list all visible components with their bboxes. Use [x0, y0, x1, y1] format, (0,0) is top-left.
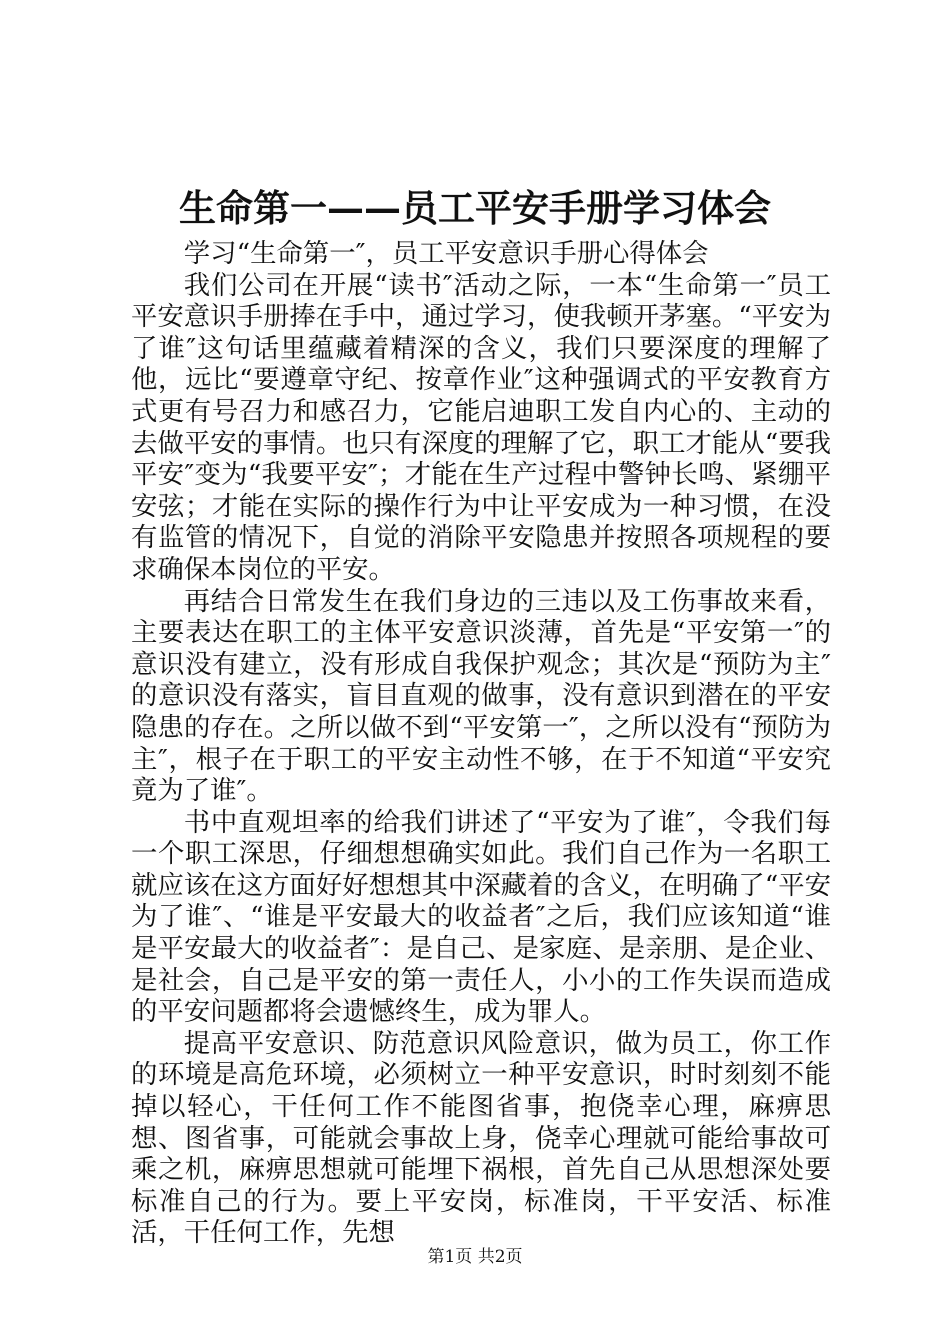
- document-title: 生命第一——员工平安手册学习体会: [179, 186, 771, 230]
- page-number-footer: 第1页 共2页: [427, 1247, 523, 1267]
- document-body: [131, 238, 831, 1249]
- paragraph: 书中直观坦率的给我们讲述了“平安为了谁″，令我们每一个职工深思，仔细想想确实如此。我们自己作为一名职工就应该在这方面好好想想其中深藏着的含义，在明确了“平安为了谁″、“谁是平安最大的收益者″之后，我们应该知道“谁是平安最大的收益者″：是自己、是家庭、是亲朋、是企业、是社会，自己是平安的第一责任人，小小的工作失误而造成的平安问题都将会遗憾终生，成为罪人。: [131, 806, 831, 1028]
- paragraph: 我们公司在开展“读书″活动之际，一本“生命第一″员工平安意识手册捧在手中，通过学习，使我顿开茅塞。“平安为了谁″这句话里蕴藏着精深的含义，我们只要深度的理解了他，远比“要遵章守纪、按章作业″这种强调式的平安教育方式更有号召力和感召力，它能启迪职工发自内心的、主动的去做平安的事情。也只有深度的理解了它，职工才能从“要我平安″变为“我要平安″；才能在生产过程中警钟长鸣、紧绷平安弦；才能在实际的操作行为中让平安成为一种习惯，在没有监管的情况下，自觉的消除平安隐患并按照各项规程的要求确保本岗位的平安。: [131, 269, 831, 585]
- paragraph: 提高平安意识、防范意识风险意识，做为员工，你工作的环境是高危环境，必须树立一种平安意识，时时刻刻不能掉以轻心，干任何工作不能图省事，抱侥幸心理，麻痹思想、图省事，可能就会事故上身，侥幸心理就可能给事故可乘之机，麻痹思想就可能埋下祸根，首先自己从思想深处要标准自己的行为。要上平安岗，标准岗，干平安活、标准活，干任何工作，先想: [131, 1027, 831, 1249]
- paragraph: 再结合日常发生在我们身边的三违以及工伤事故来看，主要表达在职工的主体平安意识淡薄，首先是“平安第一″的意识没有建立，没有形成自我保护观念；其次是“预防为主″的意识没有落实，盲目直观的做事，没有意识到潜在的平安隐患的存在。之所以做不到“平安第一″，之所以没有“预防为主″，根子在于职工的平安主动性不够，在于不知道“平安究竟为了谁″。: [131, 585, 831, 807]
- paragraph-subtitle: 学习“生命第一″，员工平安意识手册心得体会: [183, 238, 709, 269]
